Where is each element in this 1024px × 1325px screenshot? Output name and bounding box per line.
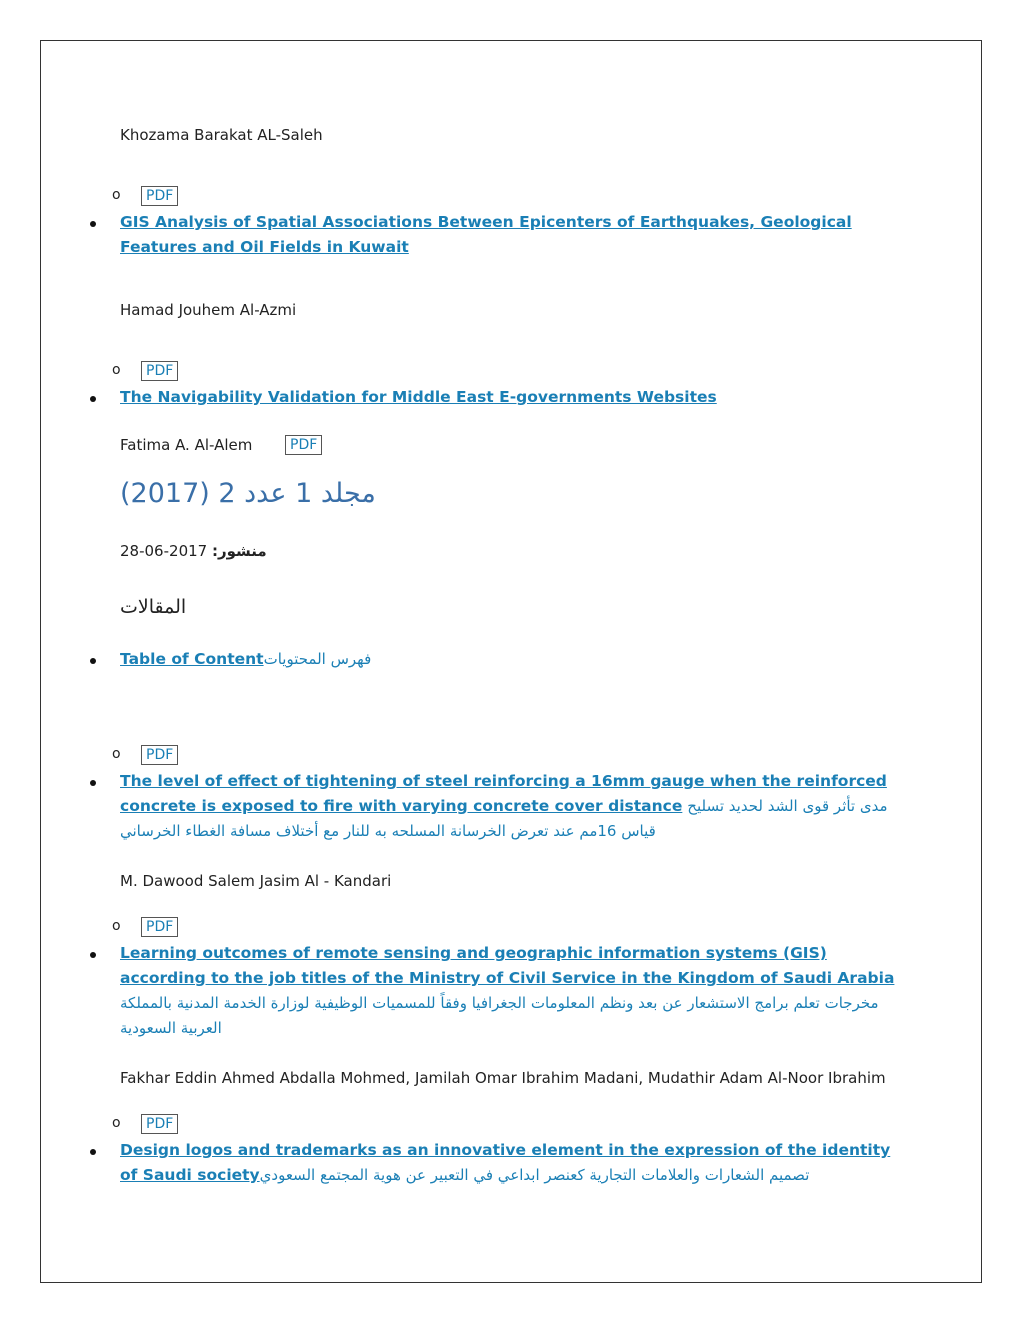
pdf-link[interactable]: PDF: [141, 745, 178, 765]
article-title-link[interactable]: Table of Content: [120, 650, 264, 668]
article-authors: Fakhar Eddin Ahmed Abdalla Mohmed, Jamilah Omar Ibrahim Madani, Mudathir Adam Al-Noor Ibrahim: [120, 1069, 886, 1087]
article-authors: M. Dawood Salem Jasim Al - Kandari: [120, 872, 392, 890]
sub-bullet: o: [112, 362, 121, 378]
article-title-arabic: مخرجات تعلم برامج الاستشعار عن بعد ونظم المعلومات الجغرافيا وفقاً للمسميات الوظيفية لوزارة الخدمة المدنية بالمملكة العربية السعودية: [120, 994, 879, 1037]
pdf-link[interactable]: PDF: [285, 435, 322, 455]
article-title-block: [120, 1138, 900, 1188]
bullet-icon: [90, 221, 96, 227]
bullet-icon: [90, 658, 96, 664]
sub-bullet: o: [112, 1115, 121, 1131]
article-title-block: [120, 769, 900, 844]
bullet-icon: [90, 396, 96, 402]
pdf-link[interactable]: PDF: [141, 186, 178, 206]
article-title-arabic: تصميم الشعارات والعلامات التجارية كعنصر ابداعي في التعبير عن هوية المجتمع السعودي: [259, 1166, 810, 1184]
article-authors: Fatima A. Al-Alem: [120, 436, 253, 454]
article-title-arabic: مدى تأثر قوى الشد لحديد تسليح قياس 16مم عند تعرض الخرسانة المسلحه به للنار مع أختلاف مسافة الغطاء الخرساني: [120, 797, 888, 840]
article-authors: Hamad Jouhem Al-Azmi: [120, 301, 297, 319]
section-title: المقالات: [120, 596, 187, 618]
article-title-arabic: فهرس المحتويات: [263, 650, 372, 668]
pdf-link[interactable]: PDF: [141, 361, 178, 381]
published-row: [120, 542, 267, 560]
sub-bullet: o: [112, 918, 121, 934]
article-title-block: [120, 385, 900, 410]
article-authors: Khozama Barakat AL-Saleh: [120, 126, 323, 144]
sub-bullet: o: [112, 746, 121, 762]
bullet-icon: [90, 780, 96, 786]
pdf-link[interactable]: PDF: [141, 917, 178, 937]
sub-bullet: o: [112, 187, 121, 203]
bullet-icon: [90, 952, 96, 958]
pdf-link[interactable]: PDF: [141, 1114, 178, 1134]
issue-heading: مجلد 1 عدد 2 (2017): [120, 478, 376, 509]
published-date: 2017-06-28: [120, 542, 208, 560]
article-title-link[interactable]: GIS Analysis of Spatial Associations Between Epicenters of Earthquakes, Geological Features and Oil Fields in Kuwait: [120, 213, 852, 256]
bullet-icon: [90, 1149, 96, 1155]
article-title-link[interactable]: The level of effect of tightening of steel reinforcing a 16mm gauge when the reinforced concrete is exposed to fire with varying concrete cover distance: [120, 772, 887, 815]
article-title-block: [120, 647, 900, 672]
article-title-link[interactable]: The Navigability Validation for Middle East E-governments Websites: [120, 388, 717, 406]
article-title-link[interactable]: Learning outcomes of remote sensing and geographic information systems (GIS) according to the job titles of the Ministry of Civil Service in the Kingdom of Saudi Arabia: [120, 944, 895, 987]
published-label: منشور:: [212, 542, 267, 560]
article-title-block: [120, 941, 900, 1041]
article-title-link[interactable]: Design logos and trademarks as an innovative element in the expression of the identity of Saudi society: [120, 1141, 891, 1184]
article-title-block: [120, 210, 900, 260]
